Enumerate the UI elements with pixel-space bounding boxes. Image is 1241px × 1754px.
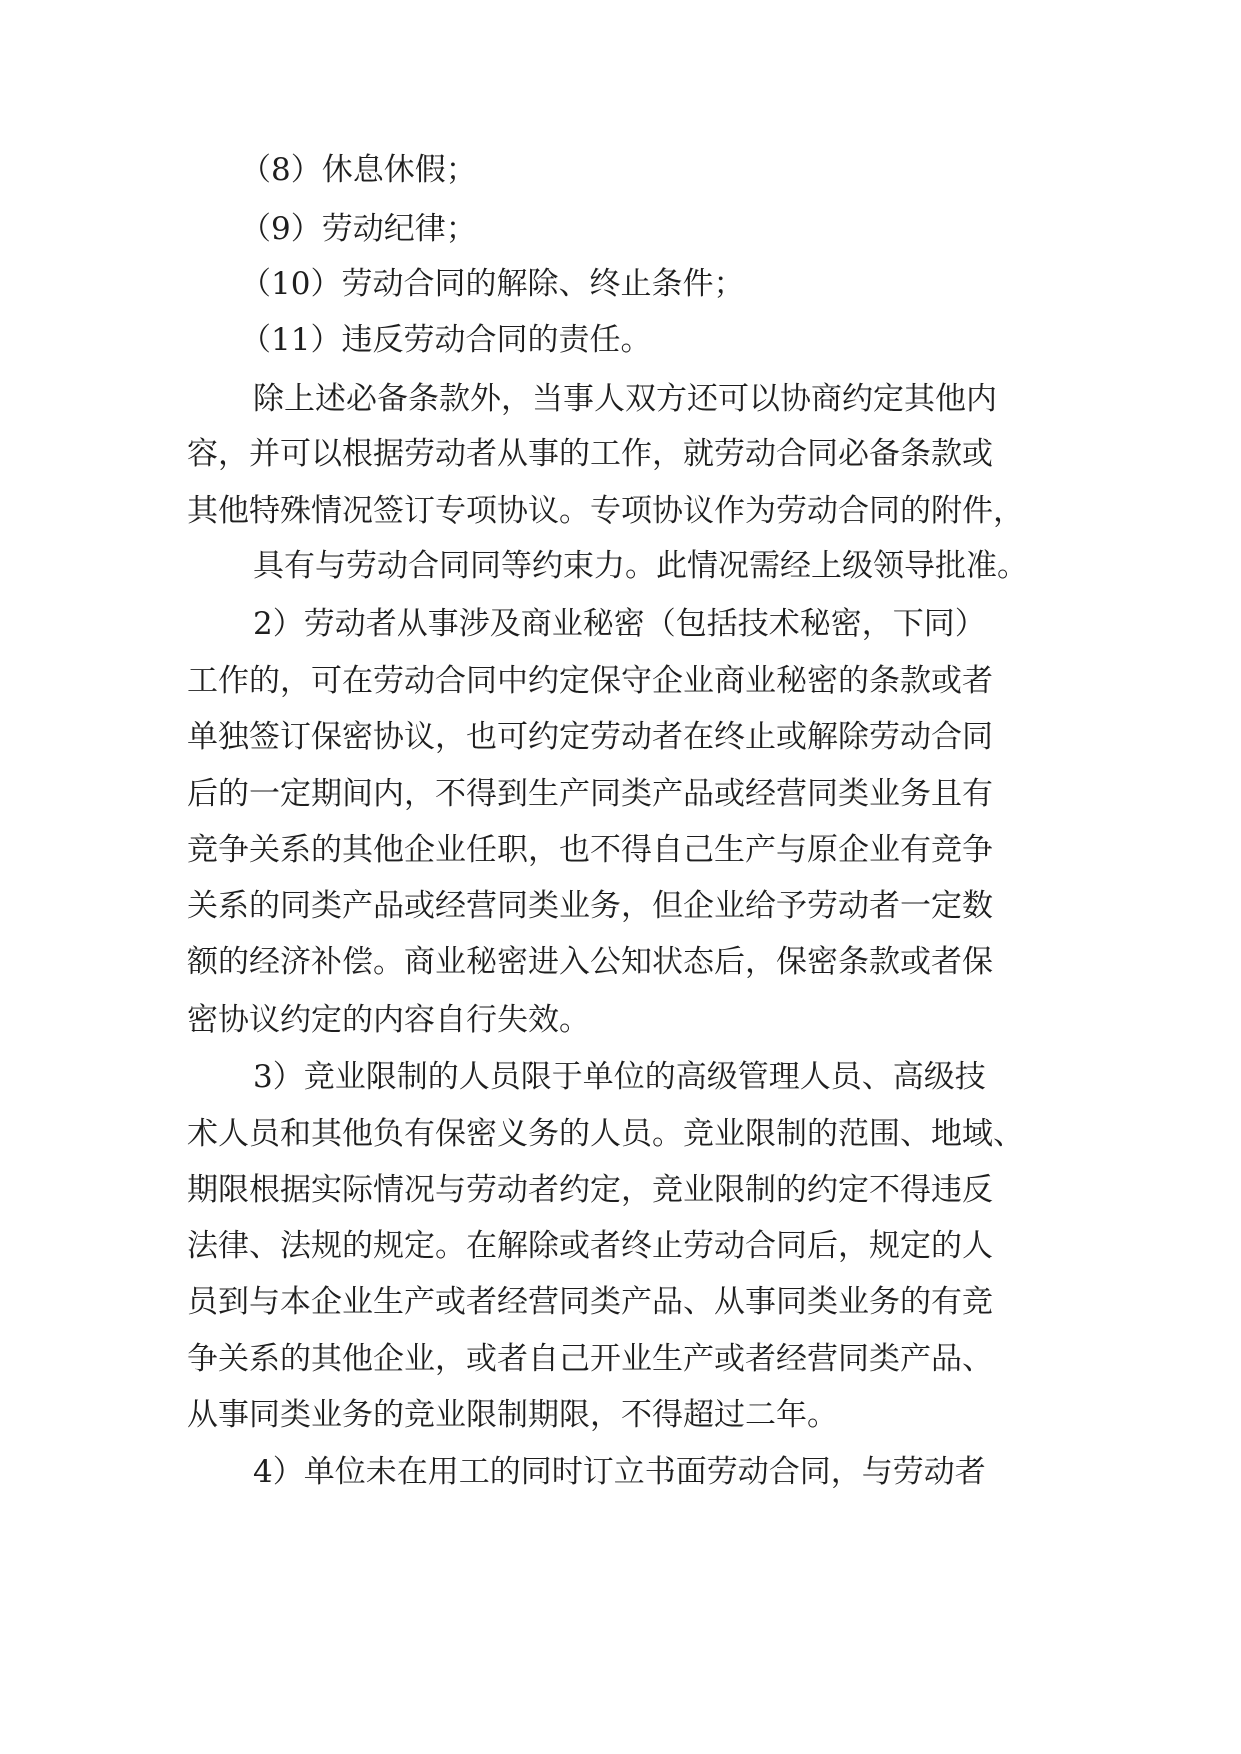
paragraph-line: 2）劳动者从事涉及商业秘密（包括技术秘密，下同）	[253, 606, 986, 642]
item-11-liability: （11）违反劳动合同的责任。	[240, 322, 652, 358]
item-10-termination-conditions: （10）劳动合同的解除、终止条件；	[240, 266, 745, 302]
paragraph-line: 除上述必备条款外，当事人双方还可以协商约定其他内	[253, 381, 997, 417]
paragraph-line: 期限根据实际情况与劳动者约定，竞业限制的约定不得违反	[187, 1172, 993, 1208]
paragraph-line: 其他特殊情况签订专项协议。专项协议作为劳动合同的附件，	[187, 493, 1024, 529]
paragraph-line: 密协议约定的内容自行失效。	[187, 1002, 590, 1038]
paragraph-line: 工作的，可在劳动合同中约定保守企业商业秘密的条款或者	[187, 663, 993, 699]
paragraph-line: 单独签订保密协议，也可约定劳动者在终止或解除劳动合同	[187, 719, 993, 755]
paragraph-line: 争关系的其他企业，或者自己开业生产或者经营同类产品、	[187, 1341, 993, 1377]
item-8-rest-leave: （8）休息休假；	[240, 152, 477, 188]
paragraph-line: 具有与劳动合同同等约束力。此情况需经上级领导批准。	[253, 548, 1028, 584]
paragraph-line: 从事同类业务的竞业限制期限，不得超过二年。	[187, 1397, 838, 1433]
paragraph-line: 竞争关系的其他企业任职，也不得自己生产与原企业有竞争	[187, 832, 993, 868]
paragraph-line: 后的一定期间内，不得到生产同类产品或经营同类业务且有	[187, 776, 993, 812]
paragraph-line: 法律、法规的规定。在解除或者终止劳动合同后，规定的人	[187, 1228, 993, 1264]
paragraph-line: 3）竞业限制的人员限于单位的高级管理人员、高级技	[253, 1059, 986, 1095]
item-9-labor-discipline: （9）劳动纪律；	[240, 211, 477, 247]
paragraph-line: 容，并可以根据劳动者从事的工作，就劳动合同必备条款或	[187, 436, 993, 472]
paragraph-line: 员到与本企业生产或者经营同类产品、从事同类业务的有竞	[187, 1284, 993, 1320]
paragraph-line: 额的经济补偿。商业秘密进入公知状态后，保密条款或者保	[187, 944, 993, 980]
paragraph-line: 关系的同类产品或经营同类业务，但企业给予劳动者一定数	[187, 888, 993, 924]
paragraph-line: 术人员和其他负有保密义务的人员。竞业限制的范围、地域、	[187, 1116, 1024, 1152]
paragraph-line: 4）单位未在用工的同时订立书面劳动合同，与劳动者	[253, 1454, 986, 1490]
